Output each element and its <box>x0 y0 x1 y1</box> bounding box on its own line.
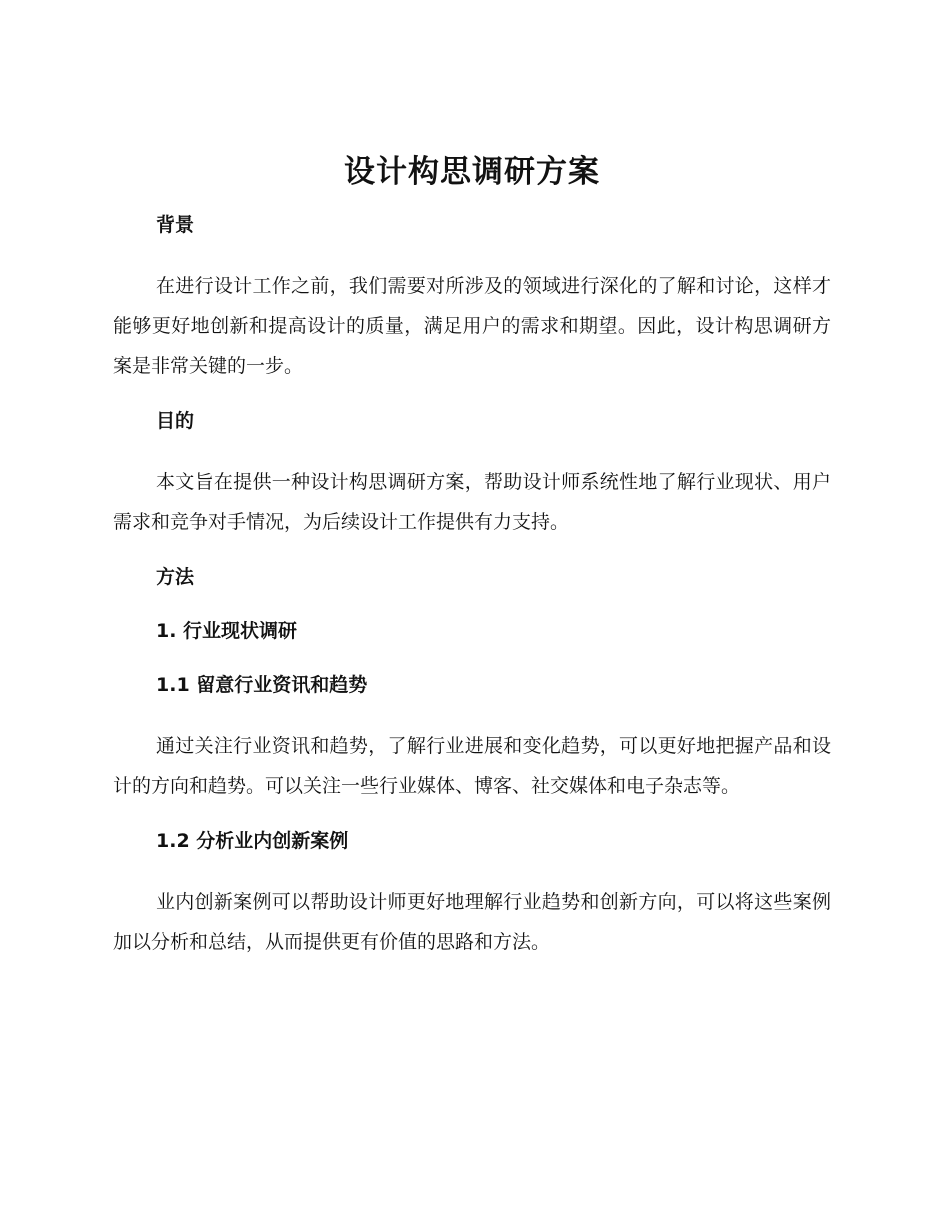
section-heading-purpose: 目的 <box>156 410 195 432</box>
subsection-heading-industry: 1. 行业现状调研 <box>156 620 298 642</box>
paragraph-purpose: 本文旨在提供一种设计构思调研方案，帮助设计师系统性地了解行业现状、用户需求和竞争对手情况，为后续设计工作提供有力支持。 <box>113 471 831 533</box>
section-heading-background: 背景 <box>156 214 195 236</box>
paragraph-cases: 业内创新案例可以帮助设计师更好地理解行业趋势和创新方向，可以将这些案例加以分析和总结，从而提供更有价值的思路和方法。 <box>113 891 831 953</box>
paragraph-background: 在进行设计工作之前，我们需要对所涉及的领域进行深化的了解和讨论，这样才能够更好地创新和提高设计的质量，满足用户的需求和期望。因此，设计构思调研方案是非常关键的一步。 <box>113 275 831 377</box>
subsection-heading-trends: 1.1 留意行业资讯和趋势 <box>156 674 368 696</box>
document-page <box>113 150 831 984</box>
document-title: 设计构思调研方案 <box>344 154 600 190</box>
subsection-heading-cases: 1.2 分析业内创新案例 <box>156 830 349 852</box>
section-heading-method: 方法 <box>156 566 195 588</box>
paragraph-trends: 通过关注行业资讯和趋势，了解行业进展和变化趋势，可以更好地把握产品和设计的方向和趋势。可以关注一些行业媒体、博客、社交媒体和电子杂志等。 <box>113 735 831 797</box>
